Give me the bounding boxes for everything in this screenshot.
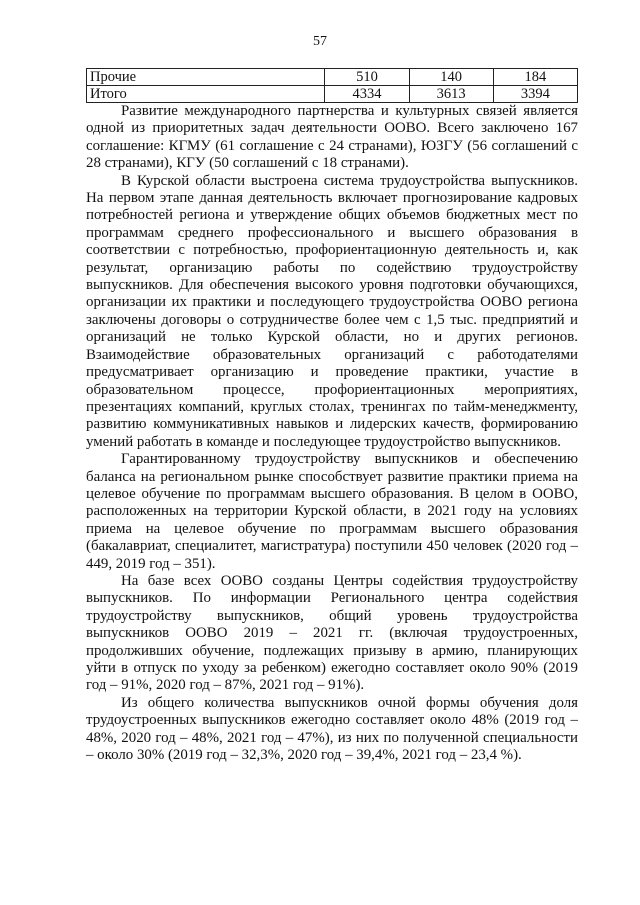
table-cell-value: 3613 <box>409 86 493 103</box>
table-cell-value: 184 <box>493 69 577 86</box>
page-number: 57 <box>313 34 327 49</box>
table-row <box>87 69 578 86</box>
table-cell-value: 4334 <box>325 86 409 103</box>
paragraph-international-partnership: Развитие международного партнерства и культурных связей является одной из приоритетных задач деятельности ООВО. Всего заключено 167 соглашение: КГМУ (61 соглашение с 24 странами), ЮЗГУ (56 соглашений с 28 странами), КГУ (50 соглашений с 18 странами). <box>86 103 578 172</box>
paragraph-targeted-admission: Гарантированному трудоустройству выпускников и обеспечению баланса на региональном рынке способствует развитие практики приема на целевое обучение по программам высшего образования. В целом в ООВО, расположенных на территории Курской области, в 2021 году на условиях приема на целевое обучение по программам высшего образования (бакалавриат, специалитет, магистратура) поступили 450 человек (2020 год – 449, 2019 год – 351). <box>86 451 578 572</box>
table-cell-label: Прочие <box>87 69 325 86</box>
paragraph-employment-share: Из общего количества выпускников очной формы обучения доля трудоустроенных выпускников ежегодно составляет около 48% (2019 год – 48%, 2020 год – 48%, 2021 год – 47%), из них по полученной специальности – около 30% (2019 год – 32,3%, 2020 год – 39,4%, 2021 год – 23,4 %). <box>86 694 578 764</box>
paragraph-employment-system: В Курской области выстроена система трудоустройства выпускников. На первом этапе данная деятельность включает прогнозирование кадровых потребностей региона и утверждение общих объемов бюджетных мест по программам среднего профессионального и высшего образования в соответствии с потребностью, профориентационную деятельность и, как результат, организацию работы по содействию трудоустройству выпускников. Для обеспечения высокого уровня подготовки обучающихся, организации их практики и последующего трудоустройства ООВО региона заключены договоры о сотрудничестве более чем с 1,5 тыс. предприятий и организаций не только Курской области, но и других регионов. Взаимодействие образовательных организаций с работодателями предусматривает организацию и проведение практики, участие в образовательном процессе, профориентационных мероприятиях, презентациях компаний, круглых столах, тренингах по тайм-менеджменту, развитию коммуникативных навыков и лидерских качеств, формированию умений работать в команде и последующее трудоустройство выпускников. <box>86 172 578 450</box>
body-text <box>86 103 578 764</box>
table-cell-label: Итого <box>87 86 325 103</box>
table-cell-value: 510 <box>325 69 409 86</box>
summary-table <box>86 68 578 103</box>
table-cell-value: 3394 <box>493 86 577 103</box>
table-cell-value: 140 <box>409 69 493 86</box>
table-row <box>87 86 578 103</box>
paragraph-career-centers: На базе всех ООВО созданы Центры содействия трудоустройству выпускников. По информации Регионального центра содействия трудоустройству выпускников, общий уровень трудоустройства выпускников ООВО 2019 – 2021 гг. (включая трудоустроенных, продолживших обучение, подлежащих призыву в армию, планирующих уйти в отпуск по уходу за ребенком) ежегодно составляет около 90% (2019 год – 91%, 2020 год – 87%, 2021 год – 91%). <box>86 572 578 694</box>
